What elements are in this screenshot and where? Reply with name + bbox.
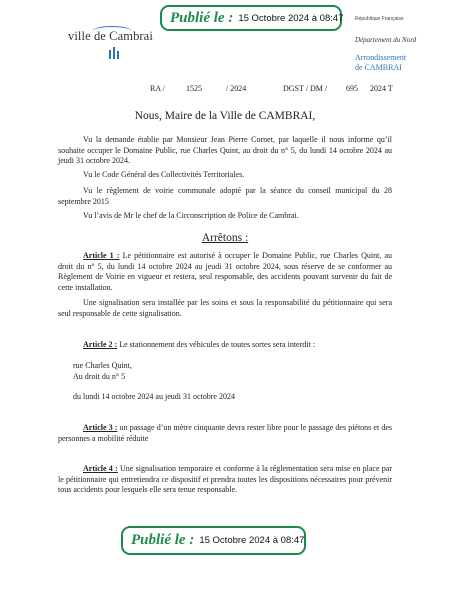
article-4 xyxy=(58,464,392,496)
ref-dgst: DGST / DM / xyxy=(283,84,328,93)
publication-stamp-bottom xyxy=(121,526,306,555)
considerant-code: Vu le Code Général des Collectivités Territoriales. xyxy=(83,170,245,179)
article-4-text: Une signalisation temporaire et conforme à la réglementation sera mise en place par le pétitionnaire qui entretiendra ce dispositif et prendra toutes les dispositions nécessaires pour prévenir tous accidents pour lesquels elle sera tenue responsable. xyxy=(58,464,393,494)
article-3 xyxy=(58,423,392,444)
considerant-demande: Vu la demande établie par Monsieur Jean Pierre Cornet, par laquelle il nous informe qu’il souhaite occuper le Domaine Public, rue Charles Quint, au droit du n° 5, du lundi 14 octobre 2024 au jeudi 31 octobre 2024. xyxy=(58,135,392,165)
ref-year: / 2024 xyxy=(226,84,247,93)
article-4-label: Article 4 : xyxy=(83,464,118,473)
article-1-label: Article 1 : xyxy=(83,251,120,260)
article-2-label: Article 2 : xyxy=(83,340,118,349)
arrondissement-line-2: de CAMBRAI xyxy=(355,63,402,72)
ref-code: 695 xyxy=(346,84,358,93)
ville-de-cambrai-logo xyxy=(68,26,158,64)
stamp-date: 15 Octobre 2024 à 08:47 xyxy=(199,535,305,546)
article-2-dates: du lundi 14 octobre 2024 au jeudi 31 octobre 2024 xyxy=(73,392,235,401)
arretons-heading: Arrêtons : xyxy=(201,232,249,244)
stamp-label: Publié le : xyxy=(170,9,234,26)
article-3-text: un passage d’un mètre cinquante devra rester libre pour le passage des piétons et des personnes a mobilité réduite xyxy=(58,423,392,443)
publication-stamp-top xyxy=(160,5,342,31)
ref-suffix: 2024 T xyxy=(370,84,393,93)
article-2-text: Le stationnement des véhicules de toutes sortes sera interdit : xyxy=(117,340,315,349)
belfry-icon xyxy=(108,47,120,59)
logo-text: ville de Cambrai xyxy=(68,29,153,43)
article-1-text: Le pétitionnaire est autorisé à occuper le Domaine Public, rue Charles Quint, au droit du n° 5, du lundi 14 octobre 2024 au jeudi 31 octobre 2024, sous réserve de se conformer au Règlement de Voirie en vigueur et restera, seul responsable, des accidents pouvant survenir du fait de cette installation. xyxy=(58,251,392,292)
considerant-police: Vu l’avis de Mr le chef de la Circonscription de Police de Cambrai. xyxy=(83,211,299,220)
article-2 xyxy=(58,340,392,351)
stamp-label: Publié le : xyxy=(131,532,195,548)
arrondissement xyxy=(355,53,406,73)
page-title: Nous, Maire de la Ville de CAMBRAI, xyxy=(134,110,316,122)
departement: Département du Nord xyxy=(355,36,417,44)
considerant-reglement: Vu le règlement de voirie communale adopté par la séance du conseil municipal du 28 septembre 2015 xyxy=(58,186,392,206)
ref-number: 1525 xyxy=(186,84,202,93)
ref-ra: RA / xyxy=(150,84,165,93)
republique-francaise: République Française xyxy=(355,16,404,22)
article-2-number: Au droit du n° 5 xyxy=(73,372,126,381)
article-1 xyxy=(58,251,392,293)
stamp-date: 15 Octobre 2024 à 08:47 xyxy=(238,12,344,24)
arrondissement-line-1: Arrondissement xyxy=(355,53,407,62)
article-2-street: rue Charles Quint, xyxy=(73,361,132,370)
article-3-label: Article 3 : xyxy=(83,423,118,432)
article-1-signalisation: Une signalisation sera installée par les soins et sous la responsabilité du pétitionnaire qui sera seul responsable de cette signalisation. xyxy=(58,298,392,318)
